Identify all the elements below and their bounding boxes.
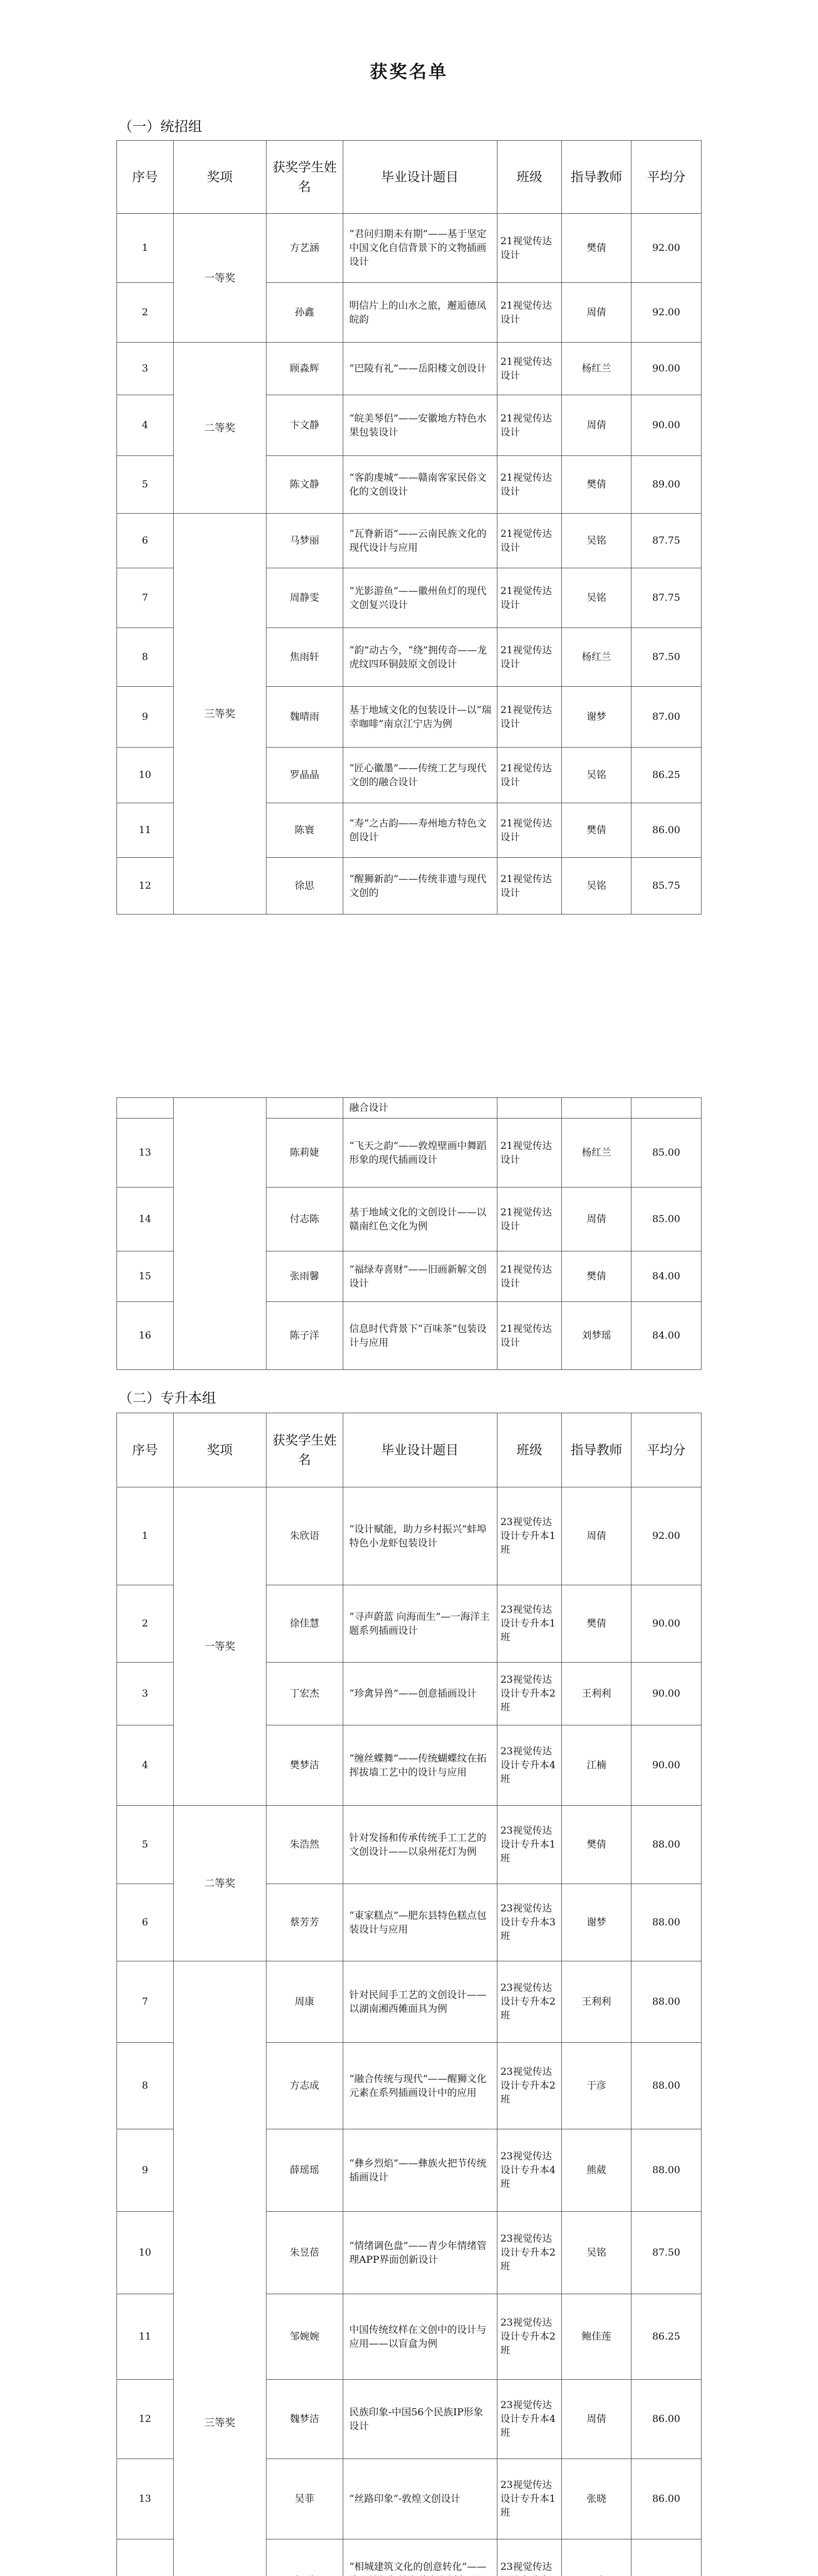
cell-teacher: 樊倩 — [562, 1585, 631, 1663]
cell-seq: 6 — [117, 1884, 174, 1961]
cell-name: 朱浩然 — [266, 1806, 343, 1884]
cell-project: 针对民间手工艺的文创设计——以湖南湘西傩面具为例 — [343, 1961, 497, 2043]
cell-project: 民族印象-中国56个民族IP形象设计 — [343, 2380, 497, 2459]
header-score: 平均分 — [631, 1413, 702, 1487]
cell-seq: 12 — [117, 2380, 174, 2459]
cell-name: 罗晶晶 — [266, 748, 343, 803]
cell-seq: 5 — [117, 456, 174, 514]
cell-teacher: 谢梦 — [562, 687, 631, 748]
cell-project: 信息时代背景下“百味茶”包装设计与应用 — [343, 1302, 497, 1370]
cell-teacher: 周倩 — [562, 1487, 631, 1585]
cell-class: 21视觉传达设计 — [497, 803, 562, 858]
header-name: 获奖学生姓名 — [266, 1413, 343, 1487]
cell-project: “東家糕点”—肥东县特色糕点包装设计与应用 — [343, 1884, 497, 1961]
cell-seq: 16 — [117, 1302, 174, 1370]
cell-seq — [117, 1098, 174, 1118]
cell-score: 85.00 — [631, 1118, 702, 1188]
cell-score: 92.00 — [631, 214, 702, 283]
table-row — [117, 214, 702, 283]
cell-class: 23视觉传达设计专升本1班 — [497, 1806, 562, 1884]
cell-project: “光影游鱼”——徽州鱼灯的现代文创复兴设计 — [343, 568, 497, 628]
cell-class: 23视觉传达设计专升本2班 — [497, 1961, 562, 2043]
cell-teacher: 吴铭 — [562, 568, 631, 628]
cell-teacher: 鲍佳莲 — [562, 2294, 631, 2380]
cell-project: “匠心徽墨”——传统工艺与现代文创的融合设计 — [343, 748, 497, 803]
header-score: 平均分 — [631, 141, 702, 214]
cell-award: 二等奖 — [173, 1806, 266, 1961]
cell-project: 针对发扬和传承传统手工工艺的文创设计——以泉州花灯为例 — [343, 1806, 497, 1884]
cell-class: 21视觉传达设计 — [497, 1188, 562, 1251]
cell-project: “客韵虔城”——赣南客家民俗文化的文创设计 — [343, 456, 497, 514]
cell-score — [631, 2539, 702, 2576]
table-row — [117, 1098, 702, 1118]
cell-class: 21视觉传达设计 — [497, 514, 562, 568]
cell-project: “君问归期未有期”——基于坚定中国文化自信背景下的文物插画设计 — [343, 214, 497, 283]
cell-teacher: 江楠 — [562, 1725, 631, 1806]
cell-seq: 4 — [117, 1725, 174, 1806]
cell-project: “情绪调色盘”——青少年情绪管理APP界面创新设计 — [343, 2212, 497, 2294]
cell-score: 86.00 — [631, 2380, 702, 2459]
cell-class: 21视觉传达设计 — [497, 1302, 562, 1370]
cell-teacher: 樊倩 — [562, 803, 631, 858]
cell-project: “丝路印象”-敦煌文创设计 — [343, 2459, 497, 2539]
cell-name: 付志陈 — [266, 1188, 343, 1251]
cell-class: 21视觉传达设计 — [497, 858, 562, 914]
table-header-row — [117, 141, 702, 214]
cell-score — [631, 1098, 702, 1118]
cell-class: 21视觉传达设计 — [497, 748, 562, 803]
cell-name: 孙鑫 — [266, 283, 343, 343]
cell-award: 一等奖 — [173, 1487, 266, 1806]
cell-name: 魏晴雨 — [266, 687, 343, 748]
header-award: 奖项 — [173, 141, 266, 214]
cell-score: 92.00 — [631, 283, 702, 343]
cell-class: 21视觉传达设计 — [497, 1118, 562, 1188]
cell-seq: 2 — [117, 283, 174, 343]
cell-class: 21视觉传达设计 — [497, 395, 562, 456]
cell-award: 三等奖 — [173, 514, 266, 914]
cell-name: 邹婉婉 — [266, 2294, 343, 2380]
cell-seq: 1 — [117, 214, 174, 283]
cell-class: 23视觉传达设计专升本4班 — [497, 1725, 562, 1806]
cell-award — [173, 1098, 266, 1370]
cell-score: 90.00 — [631, 1725, 702, 1806]
cell-name: 陈莉婕 — [266, 1118, 343, 1188]
cell-name: 陈子洋 — [266, 1302, 343, 1370]
table-unified-part1 — [116, 140, 702, 914]
cell-project: “彝乡烈焰”——彝族火把节传统插画设计 — [343, 2129, 497, 2212]
cell-teacher: 刘梦瑶 — [562, 1302, 631, 1370]
cell-project: “皖美琴侣”——安徽地方特色水果包装设计 — [343, 395, 497, 456]
cell-project: “飞天之韵”——敦煌壁画中舞蹈形象的现代插画设计 — [343, 1118, 497, 1188]
cell-seq: 10 — [117, 2212, 174, 2294]
cell-class: 21视觉传达设计 — [497, 343, 562, 395]
cell-teacher: 王利利 — [562, 1961, 631, 2043]
cell-score: 86.00 — [631, 803, 702, 858]
cell-seq: 13 — [117, 2459, 174, 2539]
cell-seq: 13 — [117, 1118, 174, 1188]
cell-project: “融合传统与现代”——醒狮文化元素在系列插画设计中的应用 — [343, 2043, 497, 2129]
cell-project: 基于地域文化的文创设计——以赣南红色文化为例 — [343, 1188, 497, 1251]
cell-project: 中国传统纹样在文创中的设计与应用——以盲盒为例 — [343, 2294, 497, 2380]
cell-name: 马梦丽 — [266, 514, 343, 568]
cell-score: 90.00 — [631, 1663, 702, 1725]
cell-teacher: 吴铭 — [562, 2212, 631, 2294]
cell-project: “缠丝蝶舞”——传统蝴蝶纹在拓挥拔墙工艺中的设计与应用 — [343, 1725, 497, 1806]
header-project: 毕业设计题目 — [343, 141, 497, 214]
cell-seq: 12 — [117, 858, 174, 914]
cell-teacher: 杨红兰 — [562, 628, 631, 687]
cell-seq: 6 — [117, 514, 174, 568]
cell-score: 84.00 — [631, 1302, 702, 1370]
cell-score: 87.00 — [631, 687, 702, 748]
cell-teacher: 谢梦 — [562, 1884, 631, 1961]
cell-teacher: 樊倩 — [562, 1251, 631, 1302]
cell-name: 魏梦洁 — [266, 2380, 343, 2459]
cell-name: 方艺涵 — [266, 214, 343, 283]
cell-score: 88.00 — [631, 1961, 702, 2043]
cell-class: 21视觉传达设计 — [497, 283, 562, 343]
cell-name: 丁宏杰 — [266, 1663, 343, 1725]
cell-score: 86.25 — [631, 748, 702, 803]
cell-score: 88.00 — [631, 1884, 702, 1961]
cell-class — [497, 1098, 562, 1118]
cell-project: 基于地域文化的包装设计—以“瑞幸咖啡”南京江宁店为例 — [343, 687, 497, 748]
cell-name: 徐佳慧 — [266, 1585, 343, 1663]
cell-name: 陈文静 — [266, 456, 343, 514]
cell-score: 90.00 — [631, 395, 702, 456]
cell-project: 明信片上的山水之旅，邂逅德凤皖韵 — [343, 283, 497, 343]
cell-seq: 1 — [117, 1487, 174, 1585]
cell-teacher — [562, 2539, 631, 2576]
cell-teacher: 张晓 — [562, 2459, 631, 2539]
cell-class: 21视觉传达设计 — [497, 1251, 562, 1302]
cell-seq: 4 — [117, 395, 174, 456]
cell-class: 23视觉传达设计专升本3班 — [497, 1884, 562, 1961]
cell-seq: 10 — [117, 748, 174, 803]
table-row — [117, 343, 702, 395]
cell-project: “巴陵有礼”——岳阳楼文创设计 — [343, 343, 497, 395]
cell-seq: 11 — [117, 2294, 174, 2380]
cell-score: 89.00 — [631, 456, 702, 514]
header-teacher: 指导教师 — [562, 141, 631, 214]
cell-name: 蔡芳芳 — [266, 1884, 343, 1961]
cell-score: 86.00 — [631, 2459, 702, 2539]
cell-name: 朱欣语 — [266, 1487, 343, 1585]
cell-class: 21视觉传达设计 — [497, 214, 562, 283]
header-class: 班级 — [497, 141, 562, 214]
cell-teacher: 杨红兰 — [562, 1118, 631, 1188]
cell-class: 23视觉传达 — [497, 2539, 562, 2576]
header-seq: 序号 — [117, 141, 174, 214]
cell-project: “瓦脊新语”——云南民族文化的现代设计与应用 — [343, 514, 497, 568]
cell-teacher: 吴铭 — [562, 858, 631, 914]
cell-teacher: 周倩 — [562, 2380, 631, 2459]
cell-class: 23视觉传达设计专升本1班 — [497, 2459, 562, 2539]
cell-score: 88.00 — [631, 1806, 702, 1884]
cell-class: 23视觉传达设计专升本2班 — [497, 2043, 562, 2129]
cell-class: 21视觉传达设计 — [497, 568, 562, 628]
cell-project: “珍禽异兽”——创意插画设计 — [343, 1663, 497, 1725]
cell-teacher: 王利利 — [562, 1663, 631, 1725]
cell-name: 朱昱蓓 — [266, 2212, 343, 2294]
cell-score: 85.00 — [631, 1188, 702, 1251]
cell-seq: 15 — [117, 1251, 174, 1302]
cell-class: 23视觉传达设计专升本4班 — [497, 2380, 562, 2459]
cell-seq: 2 — [117, 1585, 174, 1663]
cell-score: 88.00 — [631, 2129, 702, 2212]
cell-seq: 8 — [117, 2043, 174, 2129]
cell-teacher: 吴铭 — [562, 514, 631, 568]
cell-project: “醒狮新韵”——传统非遗与现代文创的 — [343, 858, 497, 914]
cell-teacher: 吴铭 — [562, 748, 631, 803]
header-name: 获奖学生姓名 — [266, 141, 343, 214]
cell-score: 85.75 — [631, 858, 702, 914]
cell-score: 87.75 — [631, 568, 702, 628]
cell-seq: 7 — [117, 1961, 174, 2043]
cell-seq — [117, 2539, 174, 2576]
cell-class: 21视觉传达设计 — [497, 628, 562, 687]
cell-score: 87.75 — [631, 514, 702, 568]
cell-class: 23视觉传达设计专升本2班 — [497, 1663, 562, 1725]
cell-name: 卞文静 — [266, 395, 343, 456]
cell-class: 23视觉传达设计专升本2班 — [497, 2294, 562, 2380]
cell-class: 23视觉传达设计专升本1班 — [497, 1585, 562, 1663]
cell-teacher: 于彦 — [562, 2043, 631, 2129]
cell-seq: 5 — [117, 1806, 174, 1884]
cell-score: 87.50 — [631, 2212, 702, 2294]
cell-class: 21视觉传达设计 — [497, 687, 562, 748]
cell-teacher — [562, 1098, 631, 1118]
cell-score: 86.25 — [631, 2294, 702, 2380]
cell-name: 樊梦洁 — [266, 1725, 343, 1806]
cell-name — [266, 2539, 343, 2576]
cell-name: 方志成 — [266, 2043, 343, 2129]
table-row — [117, 514, 702, 568]
cell-teacher: 周倩 — [562, 1188, 631, 1251]
header-seq: 序号 — [117, 1413, 174, 1487]
cell-score: 92.00 — [631, 1487, 702, 1585]
cell-class: 23视觉传达设计专升本1班 — [497, 1487, 562, 1585]
cell-name — [266, 1098, 343, 1118]
cell-class: 23视觉传达设计专升本2班 — [497, 2212, 562, 2294]
cell-award: 二等奖 — [173, 343, 266, 514]
cell-project: “相城建筑文化的创意转化”—— — [343, 2539, 497, 2576]
cell-teacher: 樊倩 — [562, 456, 631, 514]
cell-name: 顾淼辉 — [266, 343, 343, 395]
cell-seq: 11 — [117, 803, 174, 858]
cell-name: 陈寰 — [266, 803, 343, 858]
cell-teacher: 熊葳 — [562, 2129, 631, 2212]
table-upgrade-part1 — [116, 1413, 702, 2576]
cell-project: “寻声蔚蓝 向海而生”—一海洋主题系列插画设计 — [343, 1585, 497, 1663]
cell-award: 一等奖 — [173, 214, 266, 343]
cell-project: “韵”动古今，“绕”拥传奇——龙虎纹四环铜鼓原文创设计 — [343, 628, 497, 687]
cell-score: 88.00 — [631, 2043, 702, 2129]
table-row — [117, 1961, 702, 2043]
cell-name: 张雨馨 — [266, 1251, 343, 1302]
cell-project: “福绿寿喜财”——旧画新解文创设计 — [343, 1251, 497, 1302]
cell-name: 周静雯 — [266, 568, 343, 628]
table-row — [117, 1806, 702, 1884]
cell-seq: 9 — [117, 2129, 174, 2212]
cell-seq: 14 — [117, 1188, 174, 1251]
cell-class: 23视觉传达设计专升本4班 — [497, 2129, 562, 2212]
cell-name: 焦雨轩 — [266, 628, 343, 687]
cell-seq: 3 — [117, 343, 174, 395]
cell-project: “设计赋能，助力乡村振兴”蚌埠特色小龙虾包装设计 — [343, 1487, 497, 1585]
header-class: 班级 — [497, 1413, 562, 1487]
cell-project: “寿”之古韵——寿州地方特色文创设计 — [343, 803, 497, 858]
section-title-upgrade: （二）专升本组 — [119, 1391, 216, 1406]
cell-score: 90.00 — [631, 1585, 702, 1663]
cell-score: 87.50 — [631, 628, 702, 687]
table-unified-part2 — [116, 1097, 702, 1370]
page-title: 获奖名单 — [370, 62, 448, 82]
cell-name: 周康 — [266, 1961, 343, 2043]
cell-teacher: 周倩 — [562, 283, 631, 343]
cell-award: 三等奖 — [173, 1961, 266, 2576]
cell-score: 90.00 — [631, 343, 702, 395]
header-teacher: 指导教师 — [562, 1413, 631, 1487]
cell-score: 84.00 — [631, 1251, 702, 1302]
cell-teacher: 杨红兰 — [562, 343, 631, 395]
header-award: 奖项 — [173, 1413, 266, 1487]
section-title-unified: （一）统招组 — [119, 119, 202, 135]
cell-teacher: 樊倩 — [562, 214, 631, 283]
cell-name: 徐思 — [266, 858, 343, 914]
cell-seq: 7 — [117, 568, 174, 628]
table-header-row — [117, 1413, 702, 1487]
cell-name: 吴菲 — [266, 2459, 343, 2539]
table-row — [117, 1487, 702, 1585]
cell-seq: 3 — [117, 1663, 174, 1725]
cell-seq: 8 — [117, 628, 174, 687]
header-project: 毕业设计题目 — [343, 1413, 497, 1487]
cell-teacher: 周倩 — [562, 395, 631, 456]
cell-seq: 9 — [117, 687, 174, 748]
cell-project: 融合设计 — [343, 1098, 497, 1118]
cell-name: 薛瑶瑶 — [266, 2129, 343, 2212]
cell-class: 21视觉传达设计 — [497, 456, 562, 514]
cell-teacher: 樊倩 — [562, 1806, 631, 1884]
